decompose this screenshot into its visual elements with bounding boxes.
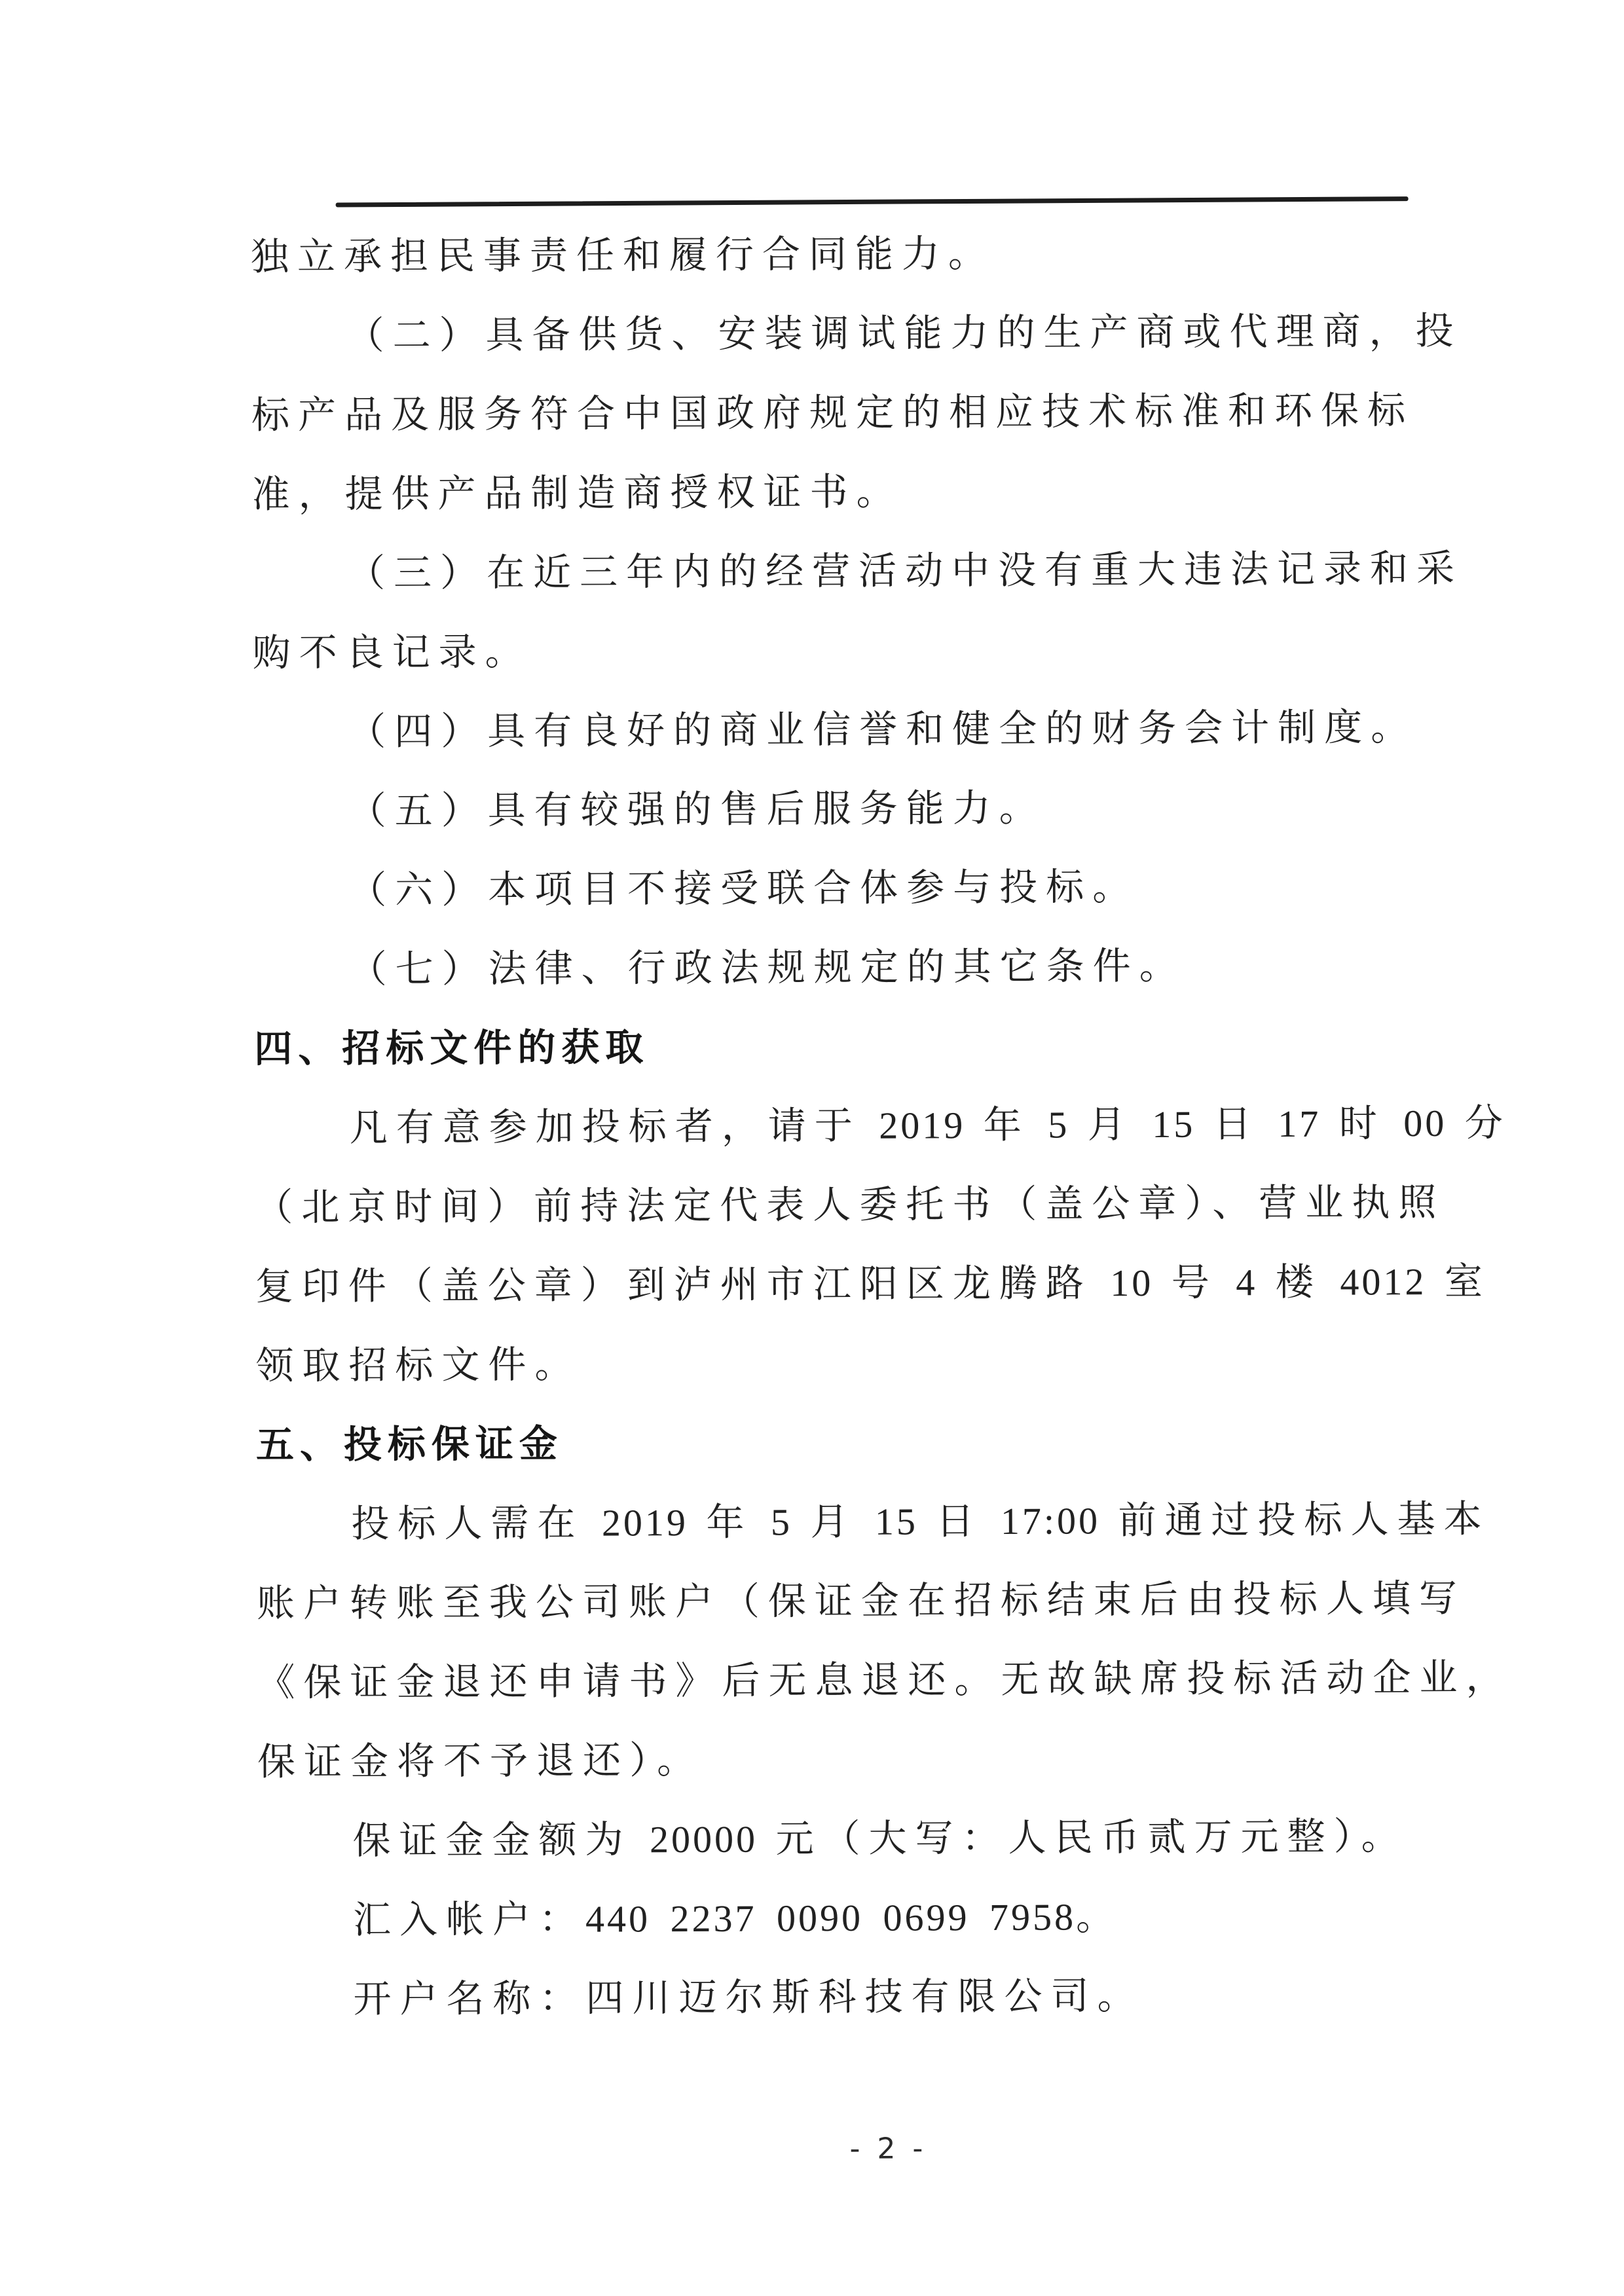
text-segment: 10 [1110,1261,1154,1305]
text-segment: 保证金金额为 [352,1818,650,1863]
text-line [347,529,1464,613]
text-segment: 领取招标文件。 [255,1343,581,1387]
text-segment: 。 [1075,1895,1123,1939]
text-segment: 15 [1152,1102,1196,1146]
text-segment: 凡有意参加投标者，请于 [349,1104,879,1150]
text-segment: 《保证金退还申请书》后无息退还。无故缺席投标活动企业， [257,1656,1513,1704]
text-segment: 室 [1426,1260,1492,1303]
text-line [255,1163,1445,1247]
text-segment: 5 [1048,1103,1070,1146]
text-segment: 元（大写：人民币贰万元整）。 [757,1815,1408,1861]
horizontal-rule [336,196,1409,207]
text-segment: 00 [1403,1101,1447,1145]
text-segment: 独立承担民事责任和履行合同能力。 [250,232,995,278]
text-segment: 月 [792,1500,876,1544]
text-line [257,1559,1466,1643]
text-segment: 四、招标文件的获取 [254,1025,650,1071]
text-line [348,847,1139,930]
text-segment: 购不良记录。 [252,630,532,674]
section-heading [256,1404,564,1485]
text-segment: 日 [917,1499,1001,1543]
text-segment: 汇入帐户： [352,1897,586,1942]
text-segment: 17:00 [1000,1499,1101,1542]
text-line [252,612,532,693]
text-segment: 楼 [1257,1260,1340,1304]
text-segment: 保证金将不予退还）。 [257,1738,704,1783]
text-line [351,1480,1490,1564]
text-segment: 15 [874,1500,919,1543]
text-line [251,214,995,297]
text-line [353,1956,1144,2039]
text-segment: 2019 [601,1501,689,1544]
text-segment: 日 [1195,1102,1278,1146]
text-line [251,452,903,534]
text-segment: （三）在近三年内的经营活动中没有重大违法记录和采 [346,547,1464,595]
text-segment: 5 [770,1501,793,1544]
text-line [353,1877,1123,1959]
section-heading [254,1008,650,1089]
text-segment: 投标人需在 [351,1501,602,1546]
text-segment: 复印件（盖公章）到泸州市江阳区龙腾路 [255,1262,1111,1308]
text-segment: 月 [1069,1102,1153,1146]
text-segment: 时 [1321,1102,1404,1145]
text-segment: 准，提供产品制造商授权证书。 [251,470,903,516]
text-segment: （北京时间）前持法定代表人委托书（盖公章）、营业执照 [255,1181,1445,1229]
text-line [255,1242,1492,1326]
text-line [255,1325,581,1406]
text-line [348,687,1418,771]
text-segment: 开户名称：四川迈尔斯科技有限公司。 [353,1975,1144,2021]
text-line [352,1796,1408,1880]
text-line [257,1638,1513,1722]
text-segment: 4012 [1340,1260,1427,1303]
text-segment: （四）具有良好的商业信誉和健全的财务会计制度。 [347,706,1418,754]
text-segment: （六）本项目不接受联合体参与投标。 [348,866,1139,912]
text-segment: 440 2237 0090 0699 7958 [585,1895,1077,1941]
text-segment: 年 [688,1501,771,1544]
text-segment: 分 [1447,1101,1511,1144]
text-segment: （七）法律、行政法规规定的其它条件。 [348,944,1186,991]
text-segment: 4 [1236,1261,1258,1304]
text-segment: 2019 [879,1104,966,1147]
text-line [348,926,1186,1010]
text-line [346,291,1462,375]
text-segment: 账户转账至我公司账户（保证金在招标结束后由投标人填写 [256,1576,1466,1625]
text-segment: 年 [965,1103,1048,1147]
text-segment: 号 [1153,1261,1236,1304]
text-segment: （二）具备供货、安装调试能力的生产商或代理商，投 [346,309,1462,357]
text-line [350,1084,1512,1168]
text-line [257,1721,704,1802]
text-line [251,371,1414,455]
text-segment: 17 [1278,1102,1321,1146]
text-segment: （五）具有较强的售后服务能力。 [348,786,1046,833]
text-segment: 标产品及服务符合中国政府规定的相应技术标准和环保标 [251,389,1414,437]
page-number: - 2 - [849,2132,927,2166]
text-line [348,769,1046,851]
text-segment: 五、投标保证金 [255,1421,564,1467]
text-segment: 20000 [649,1817,758,1861]
text-segment: 前通过投标人基本 [1099,1497,1490,1542]
